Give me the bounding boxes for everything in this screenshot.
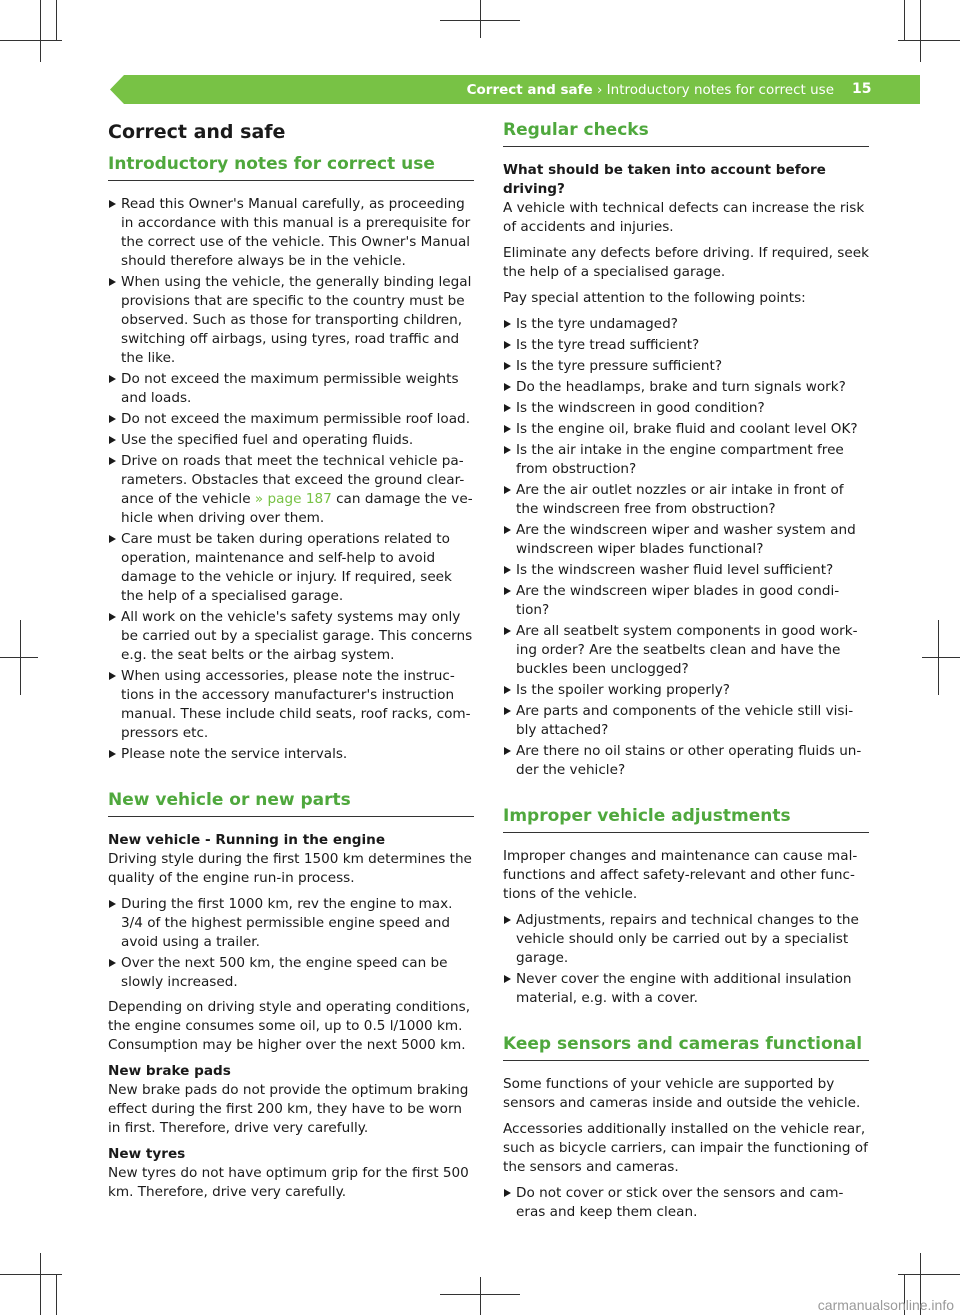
regular-checks-heading: Regular checks (503, 118, 869, 147)
list-item: Adjustments, repairs and technical changes to the vehicle should only be carried out by a specialist garage. (503, 911, 869, 968)
list-item: Are there no oil stains or other operating fluids un-der the vehicle? (503, 742, 869, 780)
list-item (108, 452, 474, 528)
question-paragraph (503, 161, 869, 237)
new-vehicle-heading: New vehicle or new parts (108, 788, 474, 817)
list-item: Over the next 500 km, the engine speed can be slowly increased. (108, 954, 474, 992)
crop-mark (480, 0, 481, 38)
sensors-heading: Keep sensors and cameras functional (503, 1032, 869, 1061)
list-item: Are the air outlet nozzles or air intake in front of the windscreen free from obstruction? (503, 481, 869, 519)
attention-text: Pay special attention to the following points: (503, 290, 806, 306)
crop-mark (922, 657, 960, 658)
list-item-text: can damage the ve-hicle when driving over them. (121, 491, 473, 526)
list-item: Is the air intake in the engine compartment free from obstruction? (503, 441, 869, 479)
crop-mark (0, 40, 62, 41)
list-item: Is the windscreen washer fluid level sufficient? (503, 561, 869, 580)
list-item: All work on the vehicle's safety systems may only be carried out by a specialist garage. This concerns e.g. the seat belts or the airbag system. (108, 608, 474, 665)
sensors-text-1: Some functions of your vehicle are supported by sensors and cameras inside and outside the vehicle. (503, 1076, 861, 1111)
crop-mark (904, 0, 905, 40)
header-section: Correct and safe (466, 82, 593, 98)
list-item: Use the specified fuel and operating fluids. (108, 431, 474, 450)
sensors-text-2: Accessories additionally installed on the vehicle rear, such as bicycle carriers, can impair the functioning of the sensors and cameras. (503, 1121, 868, 1175)
list-item: Is the tyre tread sufficient? (503, 336, 869, 355)
page-number: 15 (852, 81, 872, 97)
crop-mark (0, 657, 38, 658)
list-item: When using the vehicle, the generally binding legal provisions that are specific to the country must be observed. Such as those for transporting children, switching off airbags, using tyres, road traffic and the like. (108, 273, 474, 368)
list-item: Is the windscreen in good condition? (503, 399, 869, 418)
crop-mark (40, 1253, 41, 1315)
crop-mark (480, 1277, 481, 1315)
crop-mark (56, 1274, 57, 1315)
improper-list (503, 911, 869, 1008)
list-item: Do not exceed the maximum permissible roof load. (108, 410, 474, 429)
eliminate-text: Eliminate any defects before driving. If required, seek the help of a specialised garage. (503, 245, 869, 280)
list-item: Are the windscreen wiper blades in good condi-tion? (503, 582, 869, 620)
list-item: Never cover the engine with additional insulation material, e.g. with a cover. (503, 970, 869, 1008)
crop-mark (0, 1274, 62, 1275)
list-item: Is the tyre pressure sufficient? (503, 357, 869, 376)
question-title: What should be taken into account before driving? (503, 162, 826, 197)
crop-mark (898, 40, 960, 41)
crop-mark (56, 0, 57, 40)
improper-text: Improper changes and maintenance can cause mal-functions and affect safety-relevant and other func-tions of the vehicle. (503, 848, 858, 902)
list-item-text: Drive on roads that meet the technical vehicle pa-rameters. Obstacles that exceed the ground clear-ance of the vehicle (121, 453, 465, 507)
crop-mark (920, 0, 921, 62)
improper-heading: Improper vehicle adjustments (503, 804, 869, 833)
list-item: During the first 1000 km, rev the engine to max. 3/4 of the highest permissible engine speed and avoid using a trailer. (108, 895, 474, 952)
running-in-paragraph (108, 831, 474, 888)
header-subsection: Introductory notes for correct use (606, 82, 834, 98)
tyres-text: New tyres do not have optimum grip for the first 500 km. Therefore, drive very carefully. (108, 1165, 469, 1200)
page-link[interactable]: » page 187 (254, 491, 332, 507)
list-item: Do not cover or stick over the sensors and cam-eras and keep them clean. (503, 1184, 869, 1222)
running-in-text: Driving style during the first 1500 km determines the quality of the engine run-in process. (108, 851, 472, 886)
chapter-title: Correct and safe (108, 121, 286, 143)
left-column (108, 118, 474, 1209)
crop-mark (440, 20, 520, 21)
list-item: Do the headlamps, brake and turn signals work? (503, 378, 869, 397)
list-item: Are parts and components of the vehicle still visi-bly attached? (503, 702, 869, 740)
checks-list (503, 315, 869, 780)
list-item: Read this Owner's Manual carefully, as proceeding in accordance with this manual is a prerequisite for the correct use of the vehicle. This Owner's Manual should therefore always be in the vehicle. (108, 195, 474, 271)
right-column (503, 118, 869, 1228)
header-separator: › (592, 82, 607, 98)
list-item: Is the tyre undamaged? (503, 315, 869, 334)
sensors-list (503, 1184, 869, 1222)
running-in-title: New vehicle - Running in the engine (108, 832, 386, 848)
running-header (467, 80, 834, 100)
list-item: Care must be taken during operations related to operation, maintenance and self-help to avoid damage to the vehicle or injury. If required, seek the help of a specialised garage. (108, 530, 474, 606)
running-in-list (108, 895, 474, 992)
crop-mark (898, 1274, 960, 1275)
brake-paragraph (108, 1062, 474, 1138)
list-item: Is the engine oil, brake fluid and coolant level OK? (503, 420, 869, 439)
list-item: When using accessories, please note the instruc-tions in the accessory manufacturer's instruction manual. These include child seats, roof racks, com-pressors etc. (108, 667, 474, 743)
tyres-title: New tyres (108, 1146, 186, 1162)
list-item: Please note the service intervals. (108, 745, 474, 764)
list-item: Are the windscreen wiper and washer system and windscreen wiper blades functional? (503, 521, 869, 559)
list-item: Is the spoiler working properly? (503, 681, 869, 700)
brake-text: New brake pads do not provide the optimum braking effect during the first 200 km, they have to be worn in first. Therefore, drive very carefully. (108, 1082, 469, 1136)
tyres-paragraph (108, 1145, 474, 1202)
consumption-text: Depending on driving style and operating conditions, the engine consumes some oil, up to 0.5 l/1000 km. Consumption may be higher over the next 5000 km. (108, 999, 471, 1053)
list-item: Are all seatbelt system components in good work-ing order? Are the seatbelts clean and have the buckles been unclogged? (503, 622, 869, 679)
list-item: Do not exceed the maximum permissible weights and loads. (108, 370, 474, 408)
crop-mark (40, 0, 41, 62)
crop-mark (440, 1294, 520, 1295)
intro-heading: Introductory notes for correct use (108, 152, 474, 181)
brake-title: New brake pads (108, 1063, 231, 1079)
question-text: A vehicle with technical defects can increase the risk of accidents and injuries. (503, 200, 865, 235)
intro-list (108, 195, 474, 764)
watermark: carmanualsonline.info (817, 1297, 954, 1313)
